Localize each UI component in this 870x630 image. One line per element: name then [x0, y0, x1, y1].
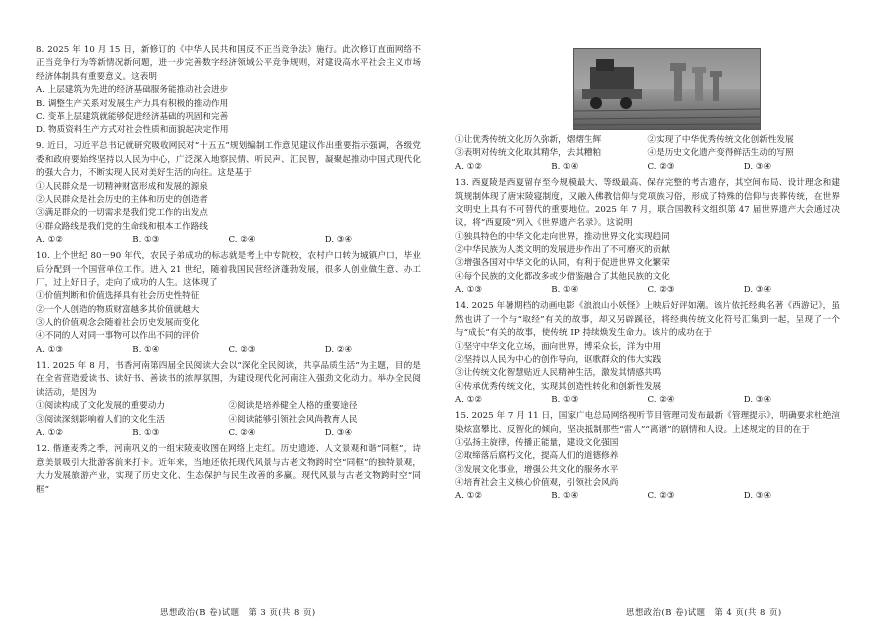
question-15-statement-4: ④培育社会主义核心价值观，引领社会风尚: [455, 477, 619, 488]
choice-c: C. ②③: [228, 344, 256, 355]
choice-a: A. ①③: [455, 285, 483, 296]
question-13-statement-2: ②中华民族为人类文明的发展进步作出了不可磨灭的贡献: [455, 245, 670, 256]
choice-c: C. ②③: [647, 491, 675, 502]
question-12-options: [455, 134, 840, 174]
question-13-choices: [455, 284, 840, 297]
question-11-statements-row-2: [36, 414, 421, 427]
question-14-stem: 14. 2025 年暑期档的动画电影《浪浪山小妖怪》上映后好评如潮。该片依托经典名著《西游记》，虽然也讲了一个与“取经”有关的故事，却又另辟蹊径，将经典传统文化符号汇集到一起，呈现了一个与“成长”有关的故事，使传统 IP 持续焕发生命力。该片的成功在于: [455, 301, 840, 339]
question-10-statement-2: ②一个人创造的物质财富越多其价值就越大: [36, 304, 200, 315]
choice-c: C. ②④: [228, 234, 256, 245]
question-15-choices: [455, 490, 840, 503]
question-11-statement-1: ①阅读构成了文化发展的重要动力: [36, 401, 165, 412]
question-11-stem: 11. 2025 年 8 月，书香河南第四届全民阅读大会以“深化全民阅读，共享品质生活”为主题，目的是在全省营造爱读书、读好书、善读书的浓厚氛围，为建设现代化河南注入强劲文化动力。举办全民阅读活动，是因为: [36, 361, 421, 398]
question-13-statement-3: ③增强各国对中华文化的认同，有利于促进世界文化繁荣: [455, 258, 670, 269]
choice-a: A. ①②: [455, 394, 483, 405]
harvest-photo-icon: [573, 48, 761, 130]
choice-d: D. ③④: [743, 161, 772, 172]
choice-b: B. ①③: [132, 428, 160, 439]
choice-c: C. ②③: [647, 285, 675, 296]
choice-c: C. ②③: [647, 161, 675, 172]
question-13: [455, 177, 840, 297]
choice-b: B. ①④: [551, 491, 579, 502]
choice-d: D. ③④: [743, 285, 772, 296]
question-9-statement-1: ①人民群众是一切精神财富形成和发展的源泉: [36, 181, 208, 192]
question-15-statement-2: ②取缔落后腐朽文化，提高人们的道德修养: [455, 451, 619, 462]
question-8-option-c: C. 变革上层建筑就能够促进经济基础的巩固和完善: [36, 111, 229, 122]
choice-d: D. ③④: [743, 491, 772, 502]
question-9-statement-4: ④群众路线是我们党的生命线和根本工作路线: [36, 221, 208, 232]
question-10-choices: [36, 344, 421, 357]
choice-d: D. ③④: [324, 428, 353, 439]
question-15: [455, 410, 840, 503]
question-12-statements-row-2: [455, 147, 840, 160]
question-14-statement-2: ②坚持以人民为中心的创作导向，讴歌群众的伟大实践: [455, 354, 662, 365]
choice-b: B. ①③: [132, 234, 160, 245]
question-11-statement-4: ④阅读能够引领社会风尚教育人民: [228, 414, 358, 425]
choice-d: D. ②④: [324, 344, 353, 355]
page-footer-right: 思想政治(B 卷)试题 第 4 页(共 8 页): [626, 607, 782, 617]
choice-d: D. ③④: [743, 394, 772, 405]
choice-c: C. ②④: [228, 428, 256, 439]
question-15-statement-3: ③发展文化事业，增强公共文化的服务水平: [455, 464, 619, 475]
choice-c: C. ②④: [647, 394, 675, 405]
question-12: [36, 443, 421, 497]
question-11-statement-3: ③阅读深刻影响着人们的文化生活: [36, 414, 165, 425]
question-15-stem: 15. 2025 年 7 月 11 日，国家广电总局网络视听节目管理司发布最新《管理提示》，明确要求杜绝渲染炫富攀比、反智化的倾向，坚决抵制那些“雷人”“离谱”的剧情和人设。上述规定的目的在于: [455, 411, 840, 435]
question-12-stem: 12. 偕逢麦秀之季，河南巩义的一组宋陵麦收图在网络上走红。历史遗迹、人文景观和谐“同框”，诗意美景吸引大批游客前来打卡。近年来，当地还依托现代风景与古老文物跨时空“同框”的独特景观，大力发展旅游产业，实现了历史文化、生态保护与民生改善的多赢。现代风景与古老文物跨时空“同框”: [36, 444, 421, 495]
question-8-option-a: A. 上层建筑为先进的经济基础服务能推动社会进步: [36, 85, 229, 96]
question-9-choices: [36, 234, 421, 247]
choice-d: D. ③④: [324, 234, 353, 245]
exam-page-4: [435, 0, 870, 630]
question-15-statement-1: ①弘扬主旋律，传播正能量，建设文化强国: [455, 438, 619, 449]
question-12-statements-row-1: [455, 134, 840, 147]
question-11-statement-2: ②阅读是培养健全人格的重要途径: [228, 401, 358, 412]
question-8-stem: 8. 2025 年 10 月 15 日，新修订的《中华人民共和国反不正当竞争法》施行。此次修订直面网络不正当竞争行为等新情况新问题，进一步完善数字经济领域公平竞争规则，对建设高水平社会主义市场经济体制具有重要意义。这表明: [36, 45, 421, 82]
question-14-statement-3: ③让传统文化智慧贴近人民精神生活，激发其情感共鸣: [455, 368, 662, 379]
question-14-choices: [455, 394, 840, 407]
question-13-stem: 13. 西夏陵是西夏留存至今规模最大、等级最高、保存完整的考古遗存，其空间布局、设计理念和建筑规制体现了唐宋陵寝制度，又融入佛教信仰与党项族习俗，形成了特殊的信仰与丧葬传统，在世界文明史上具有不可替代的重要地位。2025 年 7 月，联合国教科文组织第 47 届世界遗产大会通过决议，将“西夏陵”列入《世界遗产名录》。这说明: [455, 178, 840, 229]
question-8-option-b: B. 调整生产关系对发展生产力具有积极的推动作用: [36, 98, 229, 109]
choice-a: A. ①②: [36, 234, 64, 245]
question-9: [36, 140, 421, 247]
choice-b: B. ①④: [551, 285, 579, 296]
question-9-statement-3: ③满足群众的一切需求是我们党工作的出发点: [36, 208, 208, 219]
choice-b: B. ①③: [551, 394, 579, 405]
choice-a: A. ①②: [36, 428, 64, 439]
question-10-statement-3: ③人的价值观念会随着社会历史发展而变化: [36, 318, 200, 329]
question-13-statement-4: ④每个民族的文化都改多或少借鉴融合了其他民族的文化: [455, 271, 670, 282]
choice-a: A. ①③: [36, 344, 64, 355]
choice-b: B. ①④: [551, 161, 579, 172]
question-11-statements-row-1: [36, 400, 421, 413]
choice-b: B. ①④: [132, 344, 160, 355]
question-9-stem: 9. 近日，习近平总书记就研究吸收网民对“十五五”规划编制工作意见建议作出重要指示强调，各级党委和政府要始终坚持以人民为中心，广泛深入地察民情、听民声、汇民智，凝聚起推动中国式现代化的强大合力，不断实现人民对美好生活的向往。这是基于: [36, 141, 421, 179]
question-10-statement-4: ④不同的人对同一事物可以作出不同的评价: [36, 331, 200, 342]
choice-a: A. ①②: [455, 161, 483, 172]
question-11: [36, 360, 421, 440]
question-12-statement-2: ②实现了中华优秀传统文化创新性发展: [647, 135, 794, 145]
question-9-statement-2: ②人民群众是社会历史的主体和历史的创造者: [36, 194, 208, 205]
question-12-statement-3: ③表明对传统文化取其精华，去其糟粕: [455, 148, 602, 159]
question-11-choices: [36, 427, 421, 440]
question-10-statement-1: ①价值判断和价值选择具有社会历史性特征: [36, 291, 200, 302]
question-12-statement-4: ④是历史文化遗产变得鲜活生动的写照: [647, 148, 794, 159]
question-14: [455, 300, 840, 407]
question-8-option-d: D. 物质资料生产方式对社会性质和面貌起决定作用: [36, 125, 229, 136]
question-12-statement-1: ①让优秀传统文化历久弥新，熠熠生辉: [455, 135, 602, 145]
question-10-stem: 10. 上个世纪 80－90 年代，农民子弟成功的标志就是考上中专院校，农村户口转为城镇户口，毕业后分配到一个国营单位工作。进入 21 世纪，随着我国民营经济蓬勃发展，很多人创业做生意、办工厂，过上好日子，走向了成功的人生。这体现了: [36, 251, 421, 289]
question-8: [36, 44, 421, 137]
choice-a: A. ①②: [455, 491, 483, 502]
question-14-statement-1: ①坚守中华文化立场，面向世界，博采众长，洋为中用: [455, 341, 662, 352]
page-footer-left: 思想政治(B 卷)试题 第 3 页(共 8 页): [160, 607, 316, 617]
question-12-choices: [455, 161, 840, 174]
question-10: [36, 250, 421, 357]
question-13-statement-1: ①独具特色的中华文化走向世界，推动世界文化实现趋同: [455, 231, 670, 242]
question-14-statement-4: ④传承优秀传统文化，实现其创造性转化和创新性发展: [455, 381, 662, 392]
